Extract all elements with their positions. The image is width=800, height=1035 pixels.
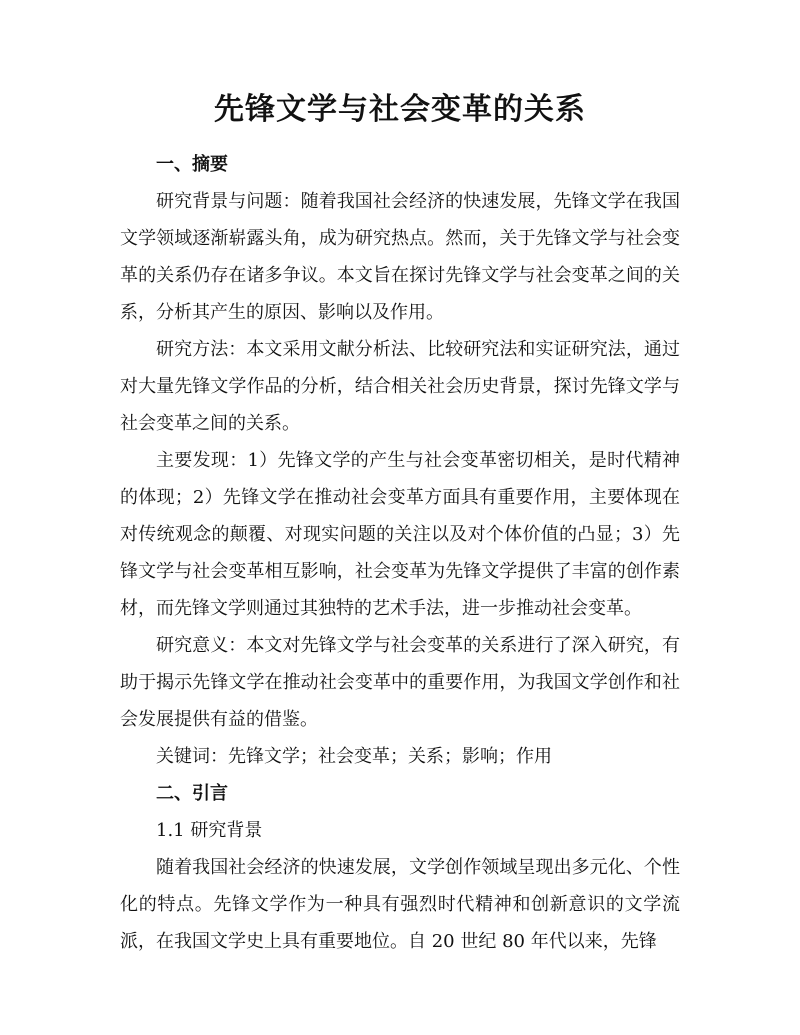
abstract-methods-paragraph: 研究方法：本文采用文献分析法、比较研究法和实证研究法，通过对大量先锋文学作品的分析，结合相关社会历史背景，探讨先锋文学与社会变革之间的关系。 <box>120 339 680 434</box>
intro-paragraph: 随着我国社会经济的快速发展，文学创作领域呈现出多元化、个性化的特点。先锋文学作为一种具有强烈时代精神和创新意识的文学流派，在我国文学史上具有重要地位。自 20 世纪 80 年代以来，先锋 <box>120 857 680 952</box>
keywords-line: 关键词：先锋文学；社会变革；关系；影响；作用 <box>156 746 552 767</box>
subsection-heading-1-1: 1.1 研究背景 <box>156 820 263 841</box>
abstract-heading: 一、摘要 <box>156 154 228 175</box>
document-title: 先锋文学与社会变革的关系 <box>214 92 586 127</box>
document-body <box>120 146 680 960</box>
intro-heading: 二、引言 <box>156 783 228 804</box>
abstract-findings-paragraph: 主要发现：1）先锋文学的产生与社会变革密切相关，是时代精神的体现；2）先锋文学在推动社会变革方面具有重要作用，主要体现在对传统观念的颠覆、对现实问题的关注以及对个体价值的凸显；3）先锋文学与社会变革相互影响，社会变革为先锋文学提供了丰富的创作素材，而先锋文学则通过其独特的艺术手法，进一步推动社会变革。 <box>120 450 680 619</box>
abstract-background-paragraph: 研究背景与问题：随着我国社会经济的快速发展，先锋文学在我国文学领域逐渐崭露头角，成为研究热点。然而，关于先锋文学与社会变革的关系仍存在诸多争议。本文旨在探讨先锋文学与社会变革之间的关系，分析其产生的原因、影响以及作用。 <box>120 191 680 323</box>
abstract-significance-paragraph: 研究意义：本文对先锋文学与社会变革的关系进行了深入研究，有助于揭示先锋文学在推动社会变革中的重要作用，为我国文学创作和社会发展提供有益的借鉴。 <box>120 635 680 730</box>
